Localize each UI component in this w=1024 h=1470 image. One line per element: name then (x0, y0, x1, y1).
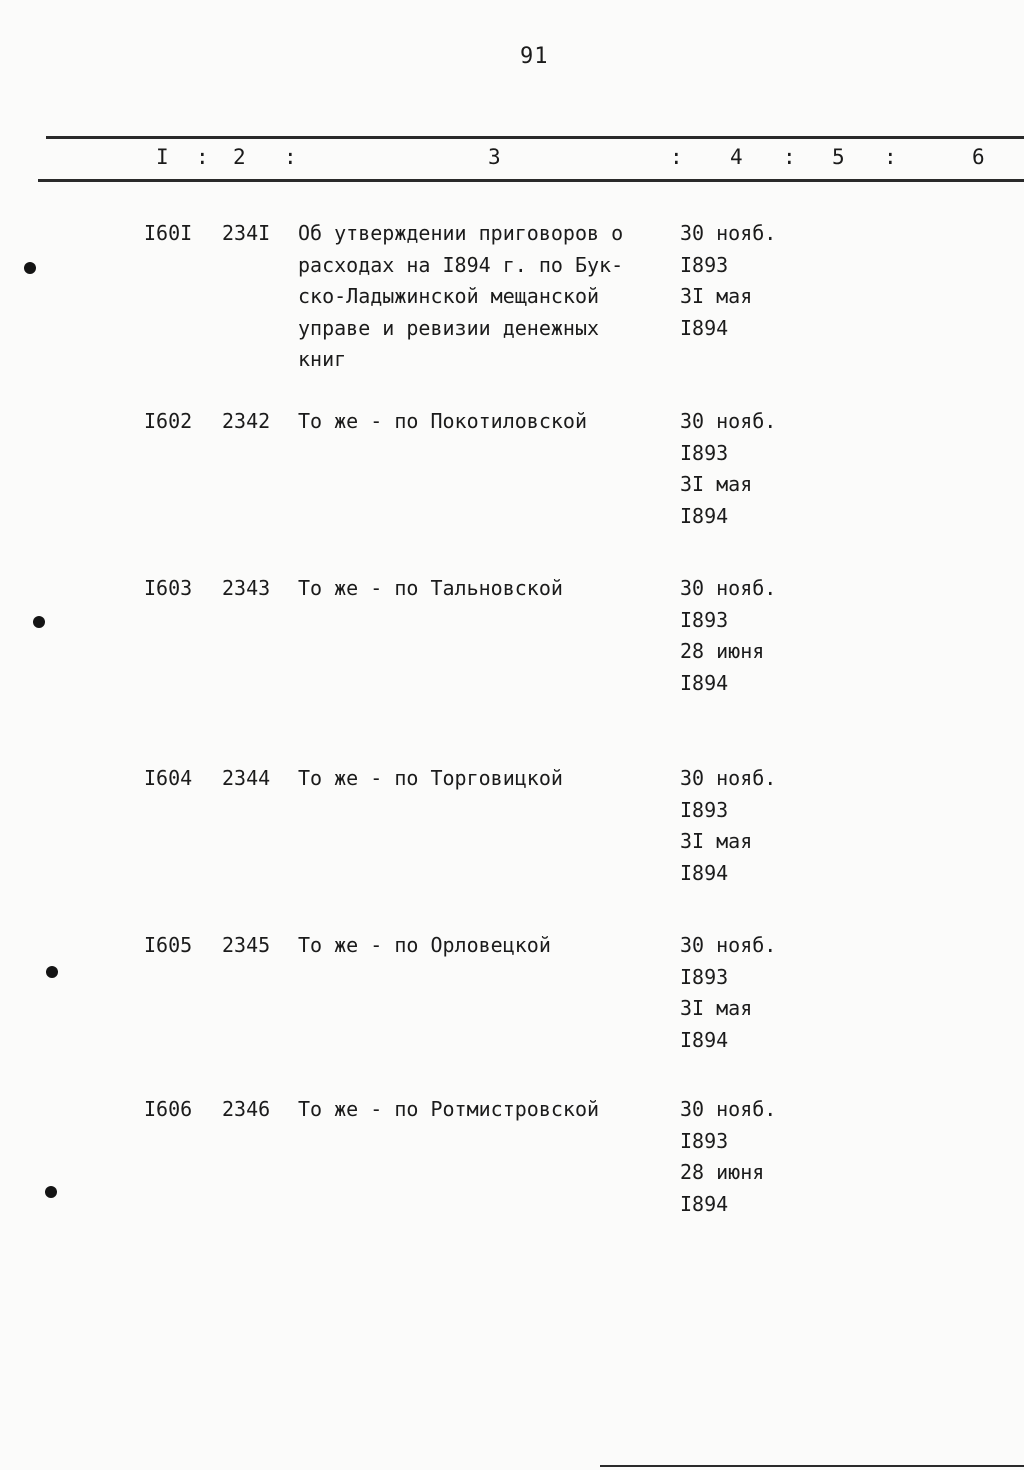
header-col-1: I (156, 145, 169, 169)
row-number: I605 (144, 933, 193, 957)
row-description (298, 763, 668, 795)
page-number: 91 (520, 44, 549, 69)
date-line: 3I мая (680, 472, 753, 496)
date-line: I893 (680, 964, 729, 989)
date-line: 3I мая (680, 829, 753, 853)
date-line: I894 (680, 670, 729, 695)
header-separator: : (884, 145, 897, 169)
date-line: 28 июня (680, 1160, 765, 1184)
description-line: управе и ревизии денежных (298, 315, 600, 340)
date-line: I893 (680, 1128, 729, 1153)
footer-rule (600, 1465, 1024, 1467)
row-code: 234I (222, 221, 271, 245)
header-col-2: 2 (233, 145, 246, 169)
row-description (298, 218, 668, 376)
description-line: То же - по Орловецкой (298, 933, 551, 957)
description-line: Об утверждении приговоров о (298, 221, 624, 245)
row-description (298, 1094, 668, 1126)
description-line: То же - по Покотиловской (298, 409, 587, 433)
row-code: 2342 (222, 409, 271, 433)
row-description (298, 406, 668, 438)
description-line: То же - по Торговицкой (298, 766, 563, 790)
date-line: 30 нояб. (680, 1097, 777, 1121)
date-line: 30 нояб. (680, 221, 777, 245)
description-line: То же - по Ротмистровской (298, 1097, 600, 1121)
header-col-6: 6 (972, 145, 985, 169)
date-line: I893 (680, 607, 729, 632)
description-line: расходах на I894 г. по Бук- (298, 252, 624, 277)
row-number: I603 (144, 576, 193, 600)
row-dates (680, 930, 776, 1056)
header-col-3: 3 (488, 145, 501, 169)
row-dates (680, 406, 776, 532)
row-number: I604 (144, 766, 193, 790)
date-line: I893 (680, 252, 729, 277)
description-line: книг (298, 347, 347, 371)
date-line: I894 (680, 1027, 729, 1052)
row-number: I602 (144, 409, 193, 433)
row-description (298, 930, 668, 962)
row-code: 2345 (222, 933, 271, 957)
row-code: 2344 (222, 766, 271, 790)
description-line: ско-Ладыжинской мещанской (298, 284, 600, 308)
row-dates (680, 1094, 776, 1220)
punch-hole (46, 966, 58, 978)
date-line: I894 (680, 503, 729, 528)
punch-hole (45, 1186, 57, 1198)
row-dates (680, 763, 776, 889)
date-line: 30 нояб. (680, 576, 777, 600)
punch-hole (24, 262, 36, 274)
header-col-5: 5 (832, 145, 845, 169)
date-line: 30 нояб. (680, 766, 777, 790)
header-rule-bottom (38, 179, 1024, 182)
header-separator: : (196, 145, 209, 169)
date-line: I894 (680, 860, 729, 885)
header-rule-top (46, 136, 1024, 139)
date-line: I894 (680, 1191, 729, 1216)
header-col-4: 4 (730, 145, 743, 169)
date-line: 28 июня (680, 639, 765, 663)
punch-hole (33, 616, 45, 628)
row-number: I606 (144, 1097, 193, 1121)
row-code: 2343 (222, 576, 271, 600)
date-line: 3I мая (680, 996, 753, 1020)
date-line: 30 нояб. (680, 409, 777, 433)
date-line: 30 нояб. (680, 933, 777, 957)
row-description (298, 573, 668, 605)
date-line: I894 (680, 315, 729, 340)
date-line: I893 (680, 797, 729, 822)
date-line: I893 (680, 440, 729, 465)
row-number: I60I (144, 221, 193, 245)
header-separator: : (783, 145, 796, 169)
header-separator: : (284, 145, 297, 169)
row-dates (680, 573, 776, 699)
row-code: 2346 (222, 1097, 271, 1121)
description-line: То же - по Тальновской (298, 576, 563, 600)
header-separator: : (670, 145, 683, 169)
date-line: 3I мая (680, 284, 753, 308)
row-dates (680, 218, 776, 344)
